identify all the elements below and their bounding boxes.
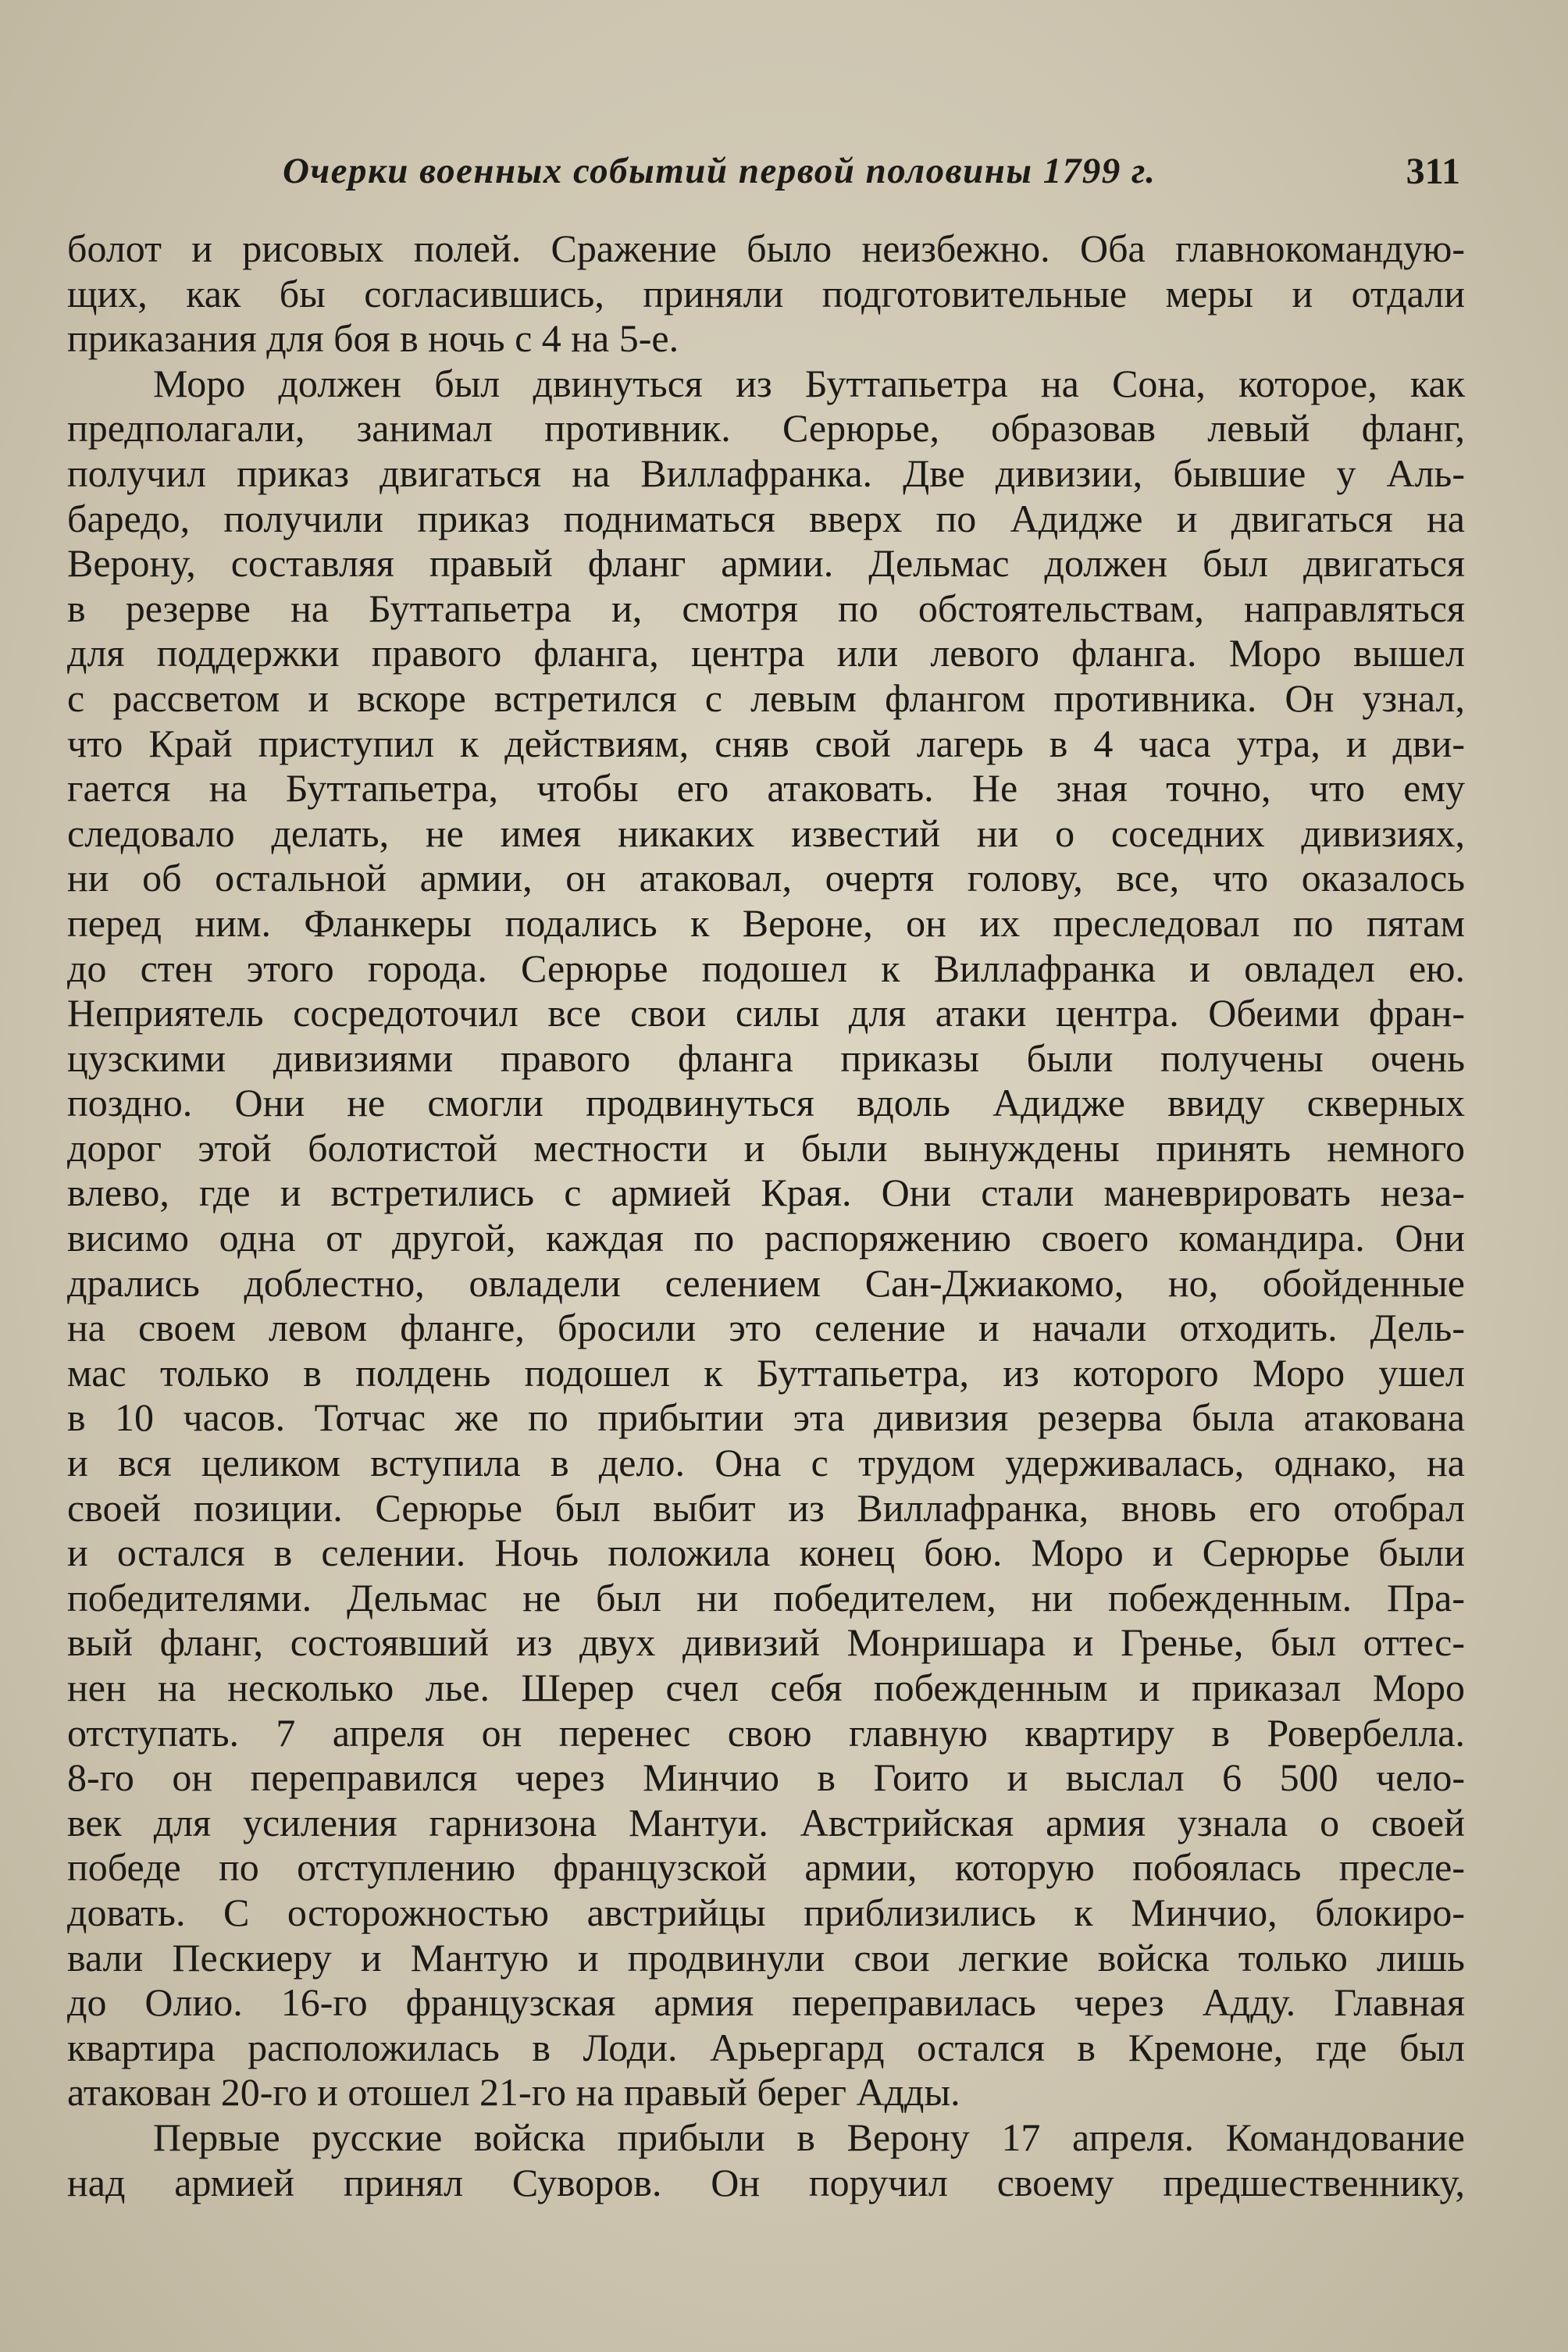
text-line: предполагали, занимал противник. Серюрье, образовав левый фланг, [67,406,1465,451]
text-line: вали Пескиеру и Мантую и продвинули свои легкие войска только лишь [67,1935,1465,1980]
text-line: что Край приступил к действиям, сняв свой лагерь в 4 часа утра, и дви- [67,721,1465,765]
text-line: в 10 часов. Тотчас же по прибытии эта дивизия резерва была атакована [67,1395,1465,1440]
text-line: своей позиции. Серюрье был выбит из Виллафранка, вновь его отобрал [67,1485,1465,1530]
text-line: болот и рисовых полей. Сражение было неизбежно. Оба главнокомандую- [67,226,1465,270]
text-line: атакован 20-го и отошел 21-го на правый берег Адды. [67,2070,960,2115]
text-line: отступать. 7 апреля он перенес свою главную квартиру в Ровербелла. [67,1710,1465,1755]
text-line: цузскими дивизиями правого фланга приказы были получены очень [67,1035,1465,1080]
text-line: поздно. Они не смогли продвинуться вдоль Адидже ввиду скверных [67,1081,1465,1125]
text-line: и остался в селении. Ночь положила конец бою. Моро и Серюрье были [67,1531,1465,1575]
text-line: до Олио. 16-го французская армия переправилась через Адду. Главная [67,1980,1465,2025]
text-line: дрались доблестно, овладели селением Сан-Джиакомо, но, обойденные [67,1260,1465,1305]
text-line: баредо, получили приказ подниматься вверх по Адидже и двигаться на [67,496,1465,540]
text-line: победе по отступлению французской армии, которую побоялась пресле- [67,1845,1465,1890]
text-line: для поддержки правого фланга, центра или левого фланга. Моро вышел [67,631,1465,675]
running-title: Очерки военных событий первой половины 1799 г. [283,151,1156,191]
page-number: 311 [1406,151,1460,192]
text-line: гается на Буттапьетра, чтобы его атаковать. Не зная точно, что ему [67,766,1465,811]
text-line: ни об остальной армии, он атаковал, очертя голову, все, что оказалось [67,856,1465,900]
text-line: мас только в полдень подошел к Буттапьетра, из которого Моро ушел [67,1350,1465,1395]
text-line: щих, как бы согласившись, приняли подготовительные меры и отдали [67,271,1465,315]
text-line: век для усиления гарнизона Мантуи. Австрийская армия узнала о своей [67,1800,1465,1844]
text-line: Первые русские войска прибыли в Верону 17 апреля. Командование [153,2115,1465,2159]
text-line: Неприятель сосредоточил все свои силы для атаки центра. Обеими фран- [67,991,1465,1035]
text-line: квартира расположилась в Лоди. Арьергард остался в Кремоне, где был [67,2025,1465,2069]
text-line: приказания для боя в ночь с 4 на 5-е. [67,316,679,361]
text-line: перед ним. Фланкеры подались к Вероне, он их преследовал по пятам [67,900,1465,945]
text-line: вый фланг, состоявший из двух дивизий Монришара и Гренье, был оттес- [67,1620,1465,1665]
text-line: победителями. Дельмас не был ни победителем, ни побежденным. Пра- [67,1575,1465,1620]
text-line: влево, где и встретились с армией Края. Они стали маневрировать неза- [67,1171,1465,1215]
text-line: дорог этой болотистой местности и были вынуждены принять немного [67,1125,1465,1170]
text-line: до стен этого города. Серюрье подошел к Виллафранка и овладел ею. [67,946,1465,990]
text-line: Верону, составляя правый фланг армии. Дельмас должен был двигаться [67,541,1465,586]
text-line: 8-го он переправился через Минчио в Гоито и выслал 6 500 чело- [67,1755,1465,1800]
text-line: и вся целиком вступила в дело. Она с трудом удерживалась, однако, на [67,1441,1465,1485]
text-line: следовало делать, не имея никаких известий ни о соседних дивизиях, [67,811,1465,855]
text-line: нен на несколько лье. Шерер счел себя побежденным и приказал Моро [67,1666,1465,1709]
text-line: с рассветом и вскоре встретился с левым флангом противника. Он узнал, [67,675,1465,720]
page-header [70,150,1460,205]
text-line: над армией принял Суворов. Он поручил своему предшественнику, [67,2160,1465,2204]
text-line: Моро должен был двинуться из Буттапьетра на Сона, которое, как [153,361,1465,405]
body-text [67,226,1465,2205]
text-line: на своем левом фланге, бросили это селение и начали отходить. Дель- [67,1306,1465,1350]
text-line: довать. С осторожностью австрийцы приблизились к Минчио, блокиро- [67,1890,1465,1934]
text-line: висимо одна от другой, каждая по распоряжению своего командира. Они [67,1216,1465,1260]
text-line: в резерве на Буттапьетра и, смотря по обстоятельствам, направляться [67,586,1465,630]
text-line: получил приказ двигаться на Виллафранка. Две дивизии, бывшие у Аль- [67,451,1465,495]
